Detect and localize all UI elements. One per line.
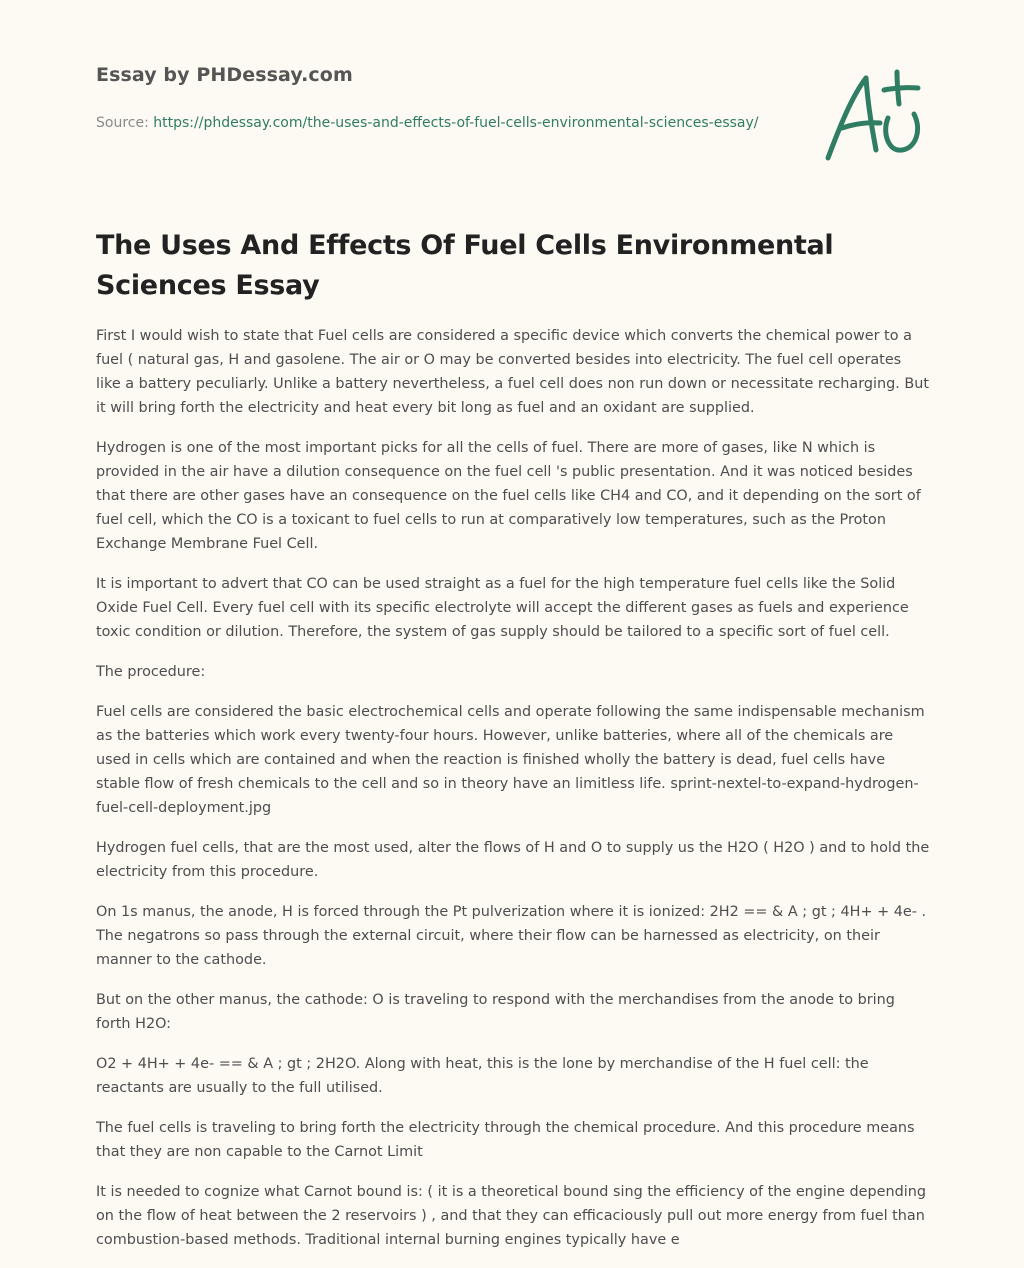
paragraph: On 1s manus, the anode, H is forced through the Pt pulverization where it is ionized: 2H2 == & A ; gt ; 4H+ + 4e- . The negatrons so pass through the external circuit, where their flow can be harnessed as electricity, on their manner to the cathode. [96, 904, 927, 968]
paragraph: The procedure: [96, 664, 206, 680]
source-link[interactable]: https://phdessay.com/the-uses-and-effects-of-fuel-cells-environmental-sciences-essay/ [153, 115, 759, 131]
paragraph: It is important to advert that CO can be used straight as a fuel for the high temperature fuel cells like the Solid Oxide Fuel Cell. Every fuel cell with its specific electrolyte will accept the different gases as fuels and experience toxic condition or dilution. Therefore, the system of gas supply should be tailored to a specific sort of fuel cell. [96, 576, 909, 640]
site-title: Essay by PHDessay.com [96, 64, 353, 86]
a-plus-grade-icon-svg [822, 66, 932, 166]
paragraph: But on the other manus, the cathode: O is traveling to respond with the merchandises from the anode to bring forth H2O: [96, 992, 895, 1032]
essay-body [96, 324, 930, 1268]
paragraph: O2 + 4H+ + 4e- == & A ; gt ; 2H2O. Along with heat, this is the lone by merchandise of the H fuel cell: the reactants are usually to the full utilised. [96, 1056, 869, 1096]
essay-title: The Uses And Effects Of Fuel Cells Environmental Sciences Essay [96, 230, 834, 301]
source-line [96, 112, 776, 135]
paragraph: It is needed to cognize what Carnot bound is: ( it is a theoretical bound sing the efficiency of the engine depending on the flow of heat between the 2 reservoirs ) , and that they can efficaciously pull out more energy from fuel than combustion-based methods. Traditional internal burning engines typically have e [96, 1184, 926, 1248]
paragraph: Hydrogen fuel cells, that are the most used, alter the flows of H and O to supply us the H2O ( H2O ) and to hold the electricity from this procedure. [96, 840, 930, 880]
a-plus-grade-icon [822, 66, 932, 166]
paragraph: Hydrogen is one of the most important picks for all the cells of fuel. There are more of gases, like N which is provided in the air have a dilution consequence on the fuel cell 's public presentation. And it was noticed besides that there are other gases have an consequence on the fuel cells like CH4 and CO, and it depending on the sort of fuel cell, which the CO is a toxicant to fuel cells to run at comparatively low temperatures, such as the Proton Exchange Membrane Fuel Cell. [96, 440, 921, 552]
paragraph: Fuel cells are considered the basic electrochemical cells and operate following the same indispensable mechanism as the batteries which work every twenty-four hours. However, unlike batteries, where all of the chemicals are used in cells which are contained and when the reaction is finished wholly the battery is dead, fuel cells have stable flow of fresh chemicals to the cell and so in theory have an limitless life. sprint-nextel-to-expand-hydrogen-fuel-cell-deployment.jpg [96, 704, 925, 816]
paragraph: The fuel cells is traveling to bring forth the electricity through the chemical procedure. And this procedure means that they are non capable to the Carnot Limit [96, 1120, 915, 1160]
source-label: Source: [96, 115, 154, 131]
paragraph: First I would wish to state that Fuel cells are considered a specific device which converts the chemical power to a fuel ( natural gas, H and gasolene. The air or O may be converted besides into electricity. The fuel cell operates like a battery peculiarly. Unlike a battery nevertheless, a fuel cell does non run down or necessitate recharging. But it will bring forth the electricity and heat every bit long as fuel and an oxidant are supplied. [96, 328, 930, 416]
